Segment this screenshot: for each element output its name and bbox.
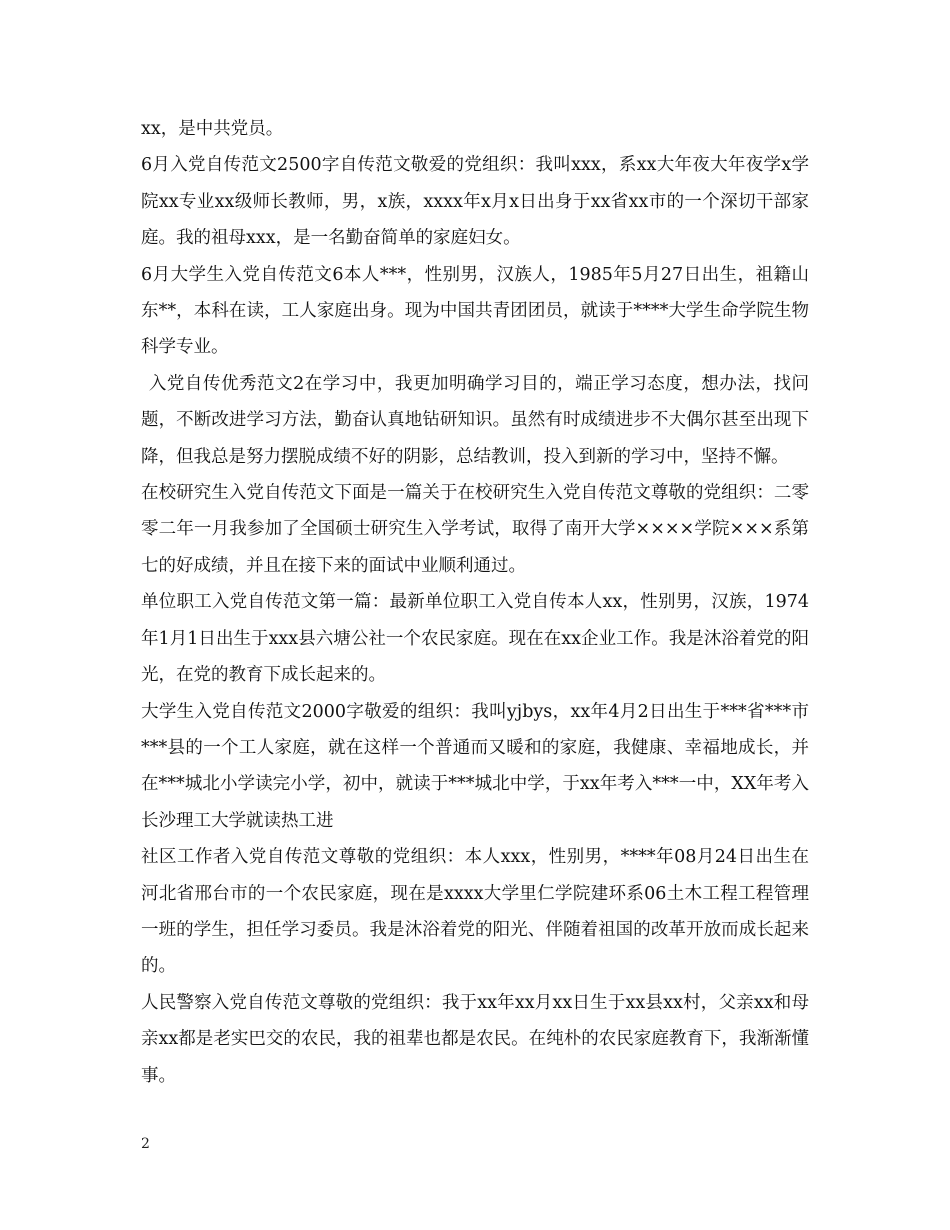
paragraph-3: 6月大学生入党自传范文6本人***，性别男，汉族人，1985年5月27日出生，祖籍山东**，本科在读，工人家庭出身。现为中国共青团团员，就读于****大学生命学院生物科学专业。 bbox=[141, 264, 809, 358]
paragraph-7: 大学生入党自传范文2000字敬爱的组织：我叫yjbys，xx年4月2日出生于***省***市***县的一个工人家庭，就在这样一个普通而又暖和的家庭，我健康、幸福地成长，并在***城北小学读完小学，初中，就读于***城北中学，于xx年考入***一中，XX年考入长沙理工大学就读热工进 bbox=[141, 701, 809, 831]
paragraph-2: 6月入党自传范文2500字自传范文敬爱的党组织：我叫xxx，系xx大年夜大年夜学x学院xx专业xx级师长教师，男，x族，xxxx年x月x日出身于xx省xx市的一个深切干部家庭。我的祖母xxx，是一名勤奋简单的家庭妇女。 bbox=[141, 155, 809, 249]
paragraph-4: 入党自传优秀范文2在学习中，我更加明确学习目的，端正学习态度，想办法，找问题，不断改进学习方法，勤奋认真地钻研知识。虽然有时成绩进步不大偶尔甚至出现下降，但我总是努力摆脱成绩不好的阴影，总结教训，投入到新的学习中，坚持不懈。 bbox=[141, 373, 809, 467]
paragraph-6: 单位职工入党自传范文第一篇：最新单位职工入党自传本人xx，性别男，汉族，1974年1月1日出生于xxx县六塘公社一个农民家庭。现在在xx企业工作。我是沐浴着党的阳光，在党的教育下成长起来的。 bbox=[141, 592, 809, 686]
paragraph-9: 人民警察入党自传范文尊敬的党组织：我于xx年xx月xx日生于xx县xx村，父亲xx和母亲xx都是老实巴交的农民，我的祖辈也都是农民。在纯朴的农民家庭教育下，我渐渐懂事。 bbox=[141, 992, 809, 1086]
paragraph-1: xx，是中共党员。 bbox=[141, 119, 284, 139]
page-number: 2 bbox=[141, 1136, 150, 1152]
paragraph-8: 社区工作者入党自传范文尊敬的党组织：本人xxx，性别男，****年08月24日出生在河北省邢台市的一个农民家庭，现在是xxxx大学里仁学院建环系06土木工程工程管理一班的学生，担任学习委员。我是沐浴着党的阳光、伴随着祖国的改革开放而成长起来的。 bbox=[141, 847, 809, 977]
paragraph-5: 在校研究生入党自传范文下面是一篇关于在校研究生入党自传范文尊敬的党组织：二零零二年一月我参加了全国硕士研究生入学考试，取得了南开大学××××学院×××系第七的好成绩，并且在接下来的面试中业顺利通过。 bbox=[141, 483, 809, 576]
document-body bbox=[141, 111, 809, 1094]
